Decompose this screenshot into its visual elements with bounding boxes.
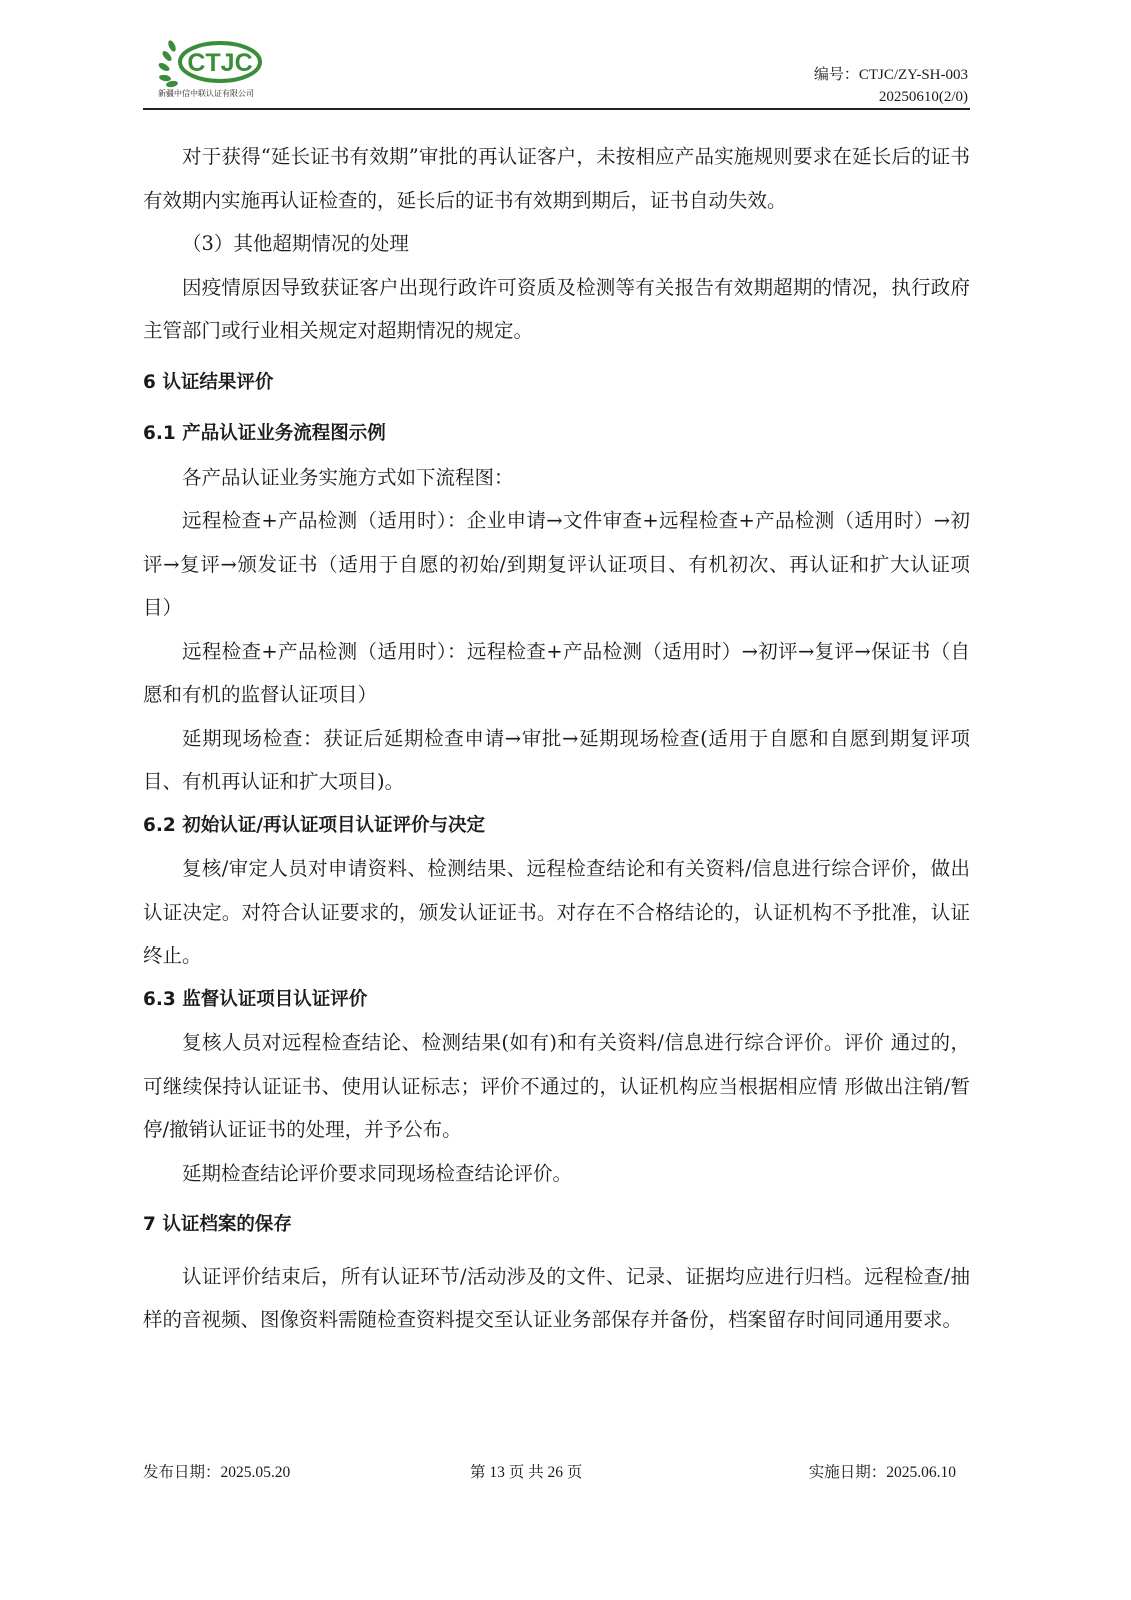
document-version: 20250610(2/0)	[878, 89, 968, 105]
paragraph-archive: 认证评价结束后，所有认证环节/活动涉及的文件、记录、证据均应进行归档。远程检查/抽样的音视频、图像资料需随检查资料提交至认证业务部保存并备份，档案留存时间同通用要求。	[143, 1264, 970, 1331]
section-heading-6-3: 6.3 监督认证项目认证评价	[143, 988, 368, 1010]
company-name: 新疆中信中联认证有限公司	[158, 89, 254, 98]
paragraph-flow-intro: 各产品认证业务实施方式如下流程图：	[182, 465, 514, 489]
logo-text: CTJC	[187, 49, 253, 77]
paragraph-flow-initial: 远程检查+产品检测（适用时）：企业申请→文件审查+远程检查+产品检测（适用时）→初评→复评→颁发证书（适用于自愿的初始/到期复评认证项目、有机初次、再认证和扩大认证项目）	[143, 509, 970, 619]
document-body	[143, 135, 970, 1342]
section-heading-6-2: 6.2 初始认证/再认证项目认证评价与决定	[143, 814, 485, 836]
paragraph-extension-expiry: 对于获得“延长证书有效期”审批的再认证客户，未按相应产品实施规则要求在延长后的证书有效期内实施再认证检查的，延长后的证书有效期到期后，证书自动失效。	[143, 145, 970, 212]
publish-date: 发布日期：2025.05.20	[143, 1464, 291, 1481]
page-number: 第 13 页 共 26 页	[470, 1464, 583, 1481]
header-rule	[143, 108, 970, 110]
paragraph-surveillance-evaluation: 复核人员对远程检查结论、检测结果(如有)和有关资料/信息进行综合评价。评价 通过的，可继续保持认证证书、使用认证标志；评价不通过的，认证机构应当根据相应情 形做出注销/暂停/撤销认证证书的处理，并予公布。	[143, 1031, 970, 1141]
document-number: 编号：CTJC/ZY-SH-003	[813, 67, 968, 83]
section-heading-6: 6 认证结果评价	[143, 371, 274, 393]
paragraph-flow-deferred: 延期现场检查：获证后延期检查申请→审批→延期现场检查(适用于自愿和自愿到期复评项目、有机再认证和扩大项目)。	[143, 726, 970, 793]
effective-date: 实施日期：2025.06.10	[808, 1464, 956, 1481]
document-number-block	[814, 64, 968, 108]
page-header	[0, 0, 1131, 112]
paragraph-initial-decision: 复核/审定人员对申请资料、检测结果、远程检查结论和有关资料/信息进行综合评价，做出认证决定。对符合认证要求的，颁发认证证书。对存在不合格结论的，认证机构不予批准，认证终止。	[143, 857, 970, 967]
section-heading-6-1: 6.1 产品认证业务流程图示例	[143, 423, 386, 444]
paragraph-deferred-evaluation: 延期检查结论评价要求同现场检查结论评价。	[182, 1161, 573, 1185]
paragraph-epidemic: 因疫情原因导致获证客户出现行政许可资质及检测等有关报告有效期超期的情况，执行政府主管部门或行业相关规定对超期情况的规定。	[143, 275, 970, 342]
paragraph-flow-surveillance: 远程检查+产品检测（适用时）：远程检查+产品检测（适用时）→初评→复评→保证书（自愿和有机的监督认证项目）	[143, 639, 970, 706]
wheat-icon	[158, 39, 178, 88]
page-footer	[143, 1460, 970, 1484]
section-heading-7: 7 认证档案的保存	[143, 1214, 292, 1235]
subheading-other-overdue: （3）其他超期情况的处理	[182, 232, 409, 255]
